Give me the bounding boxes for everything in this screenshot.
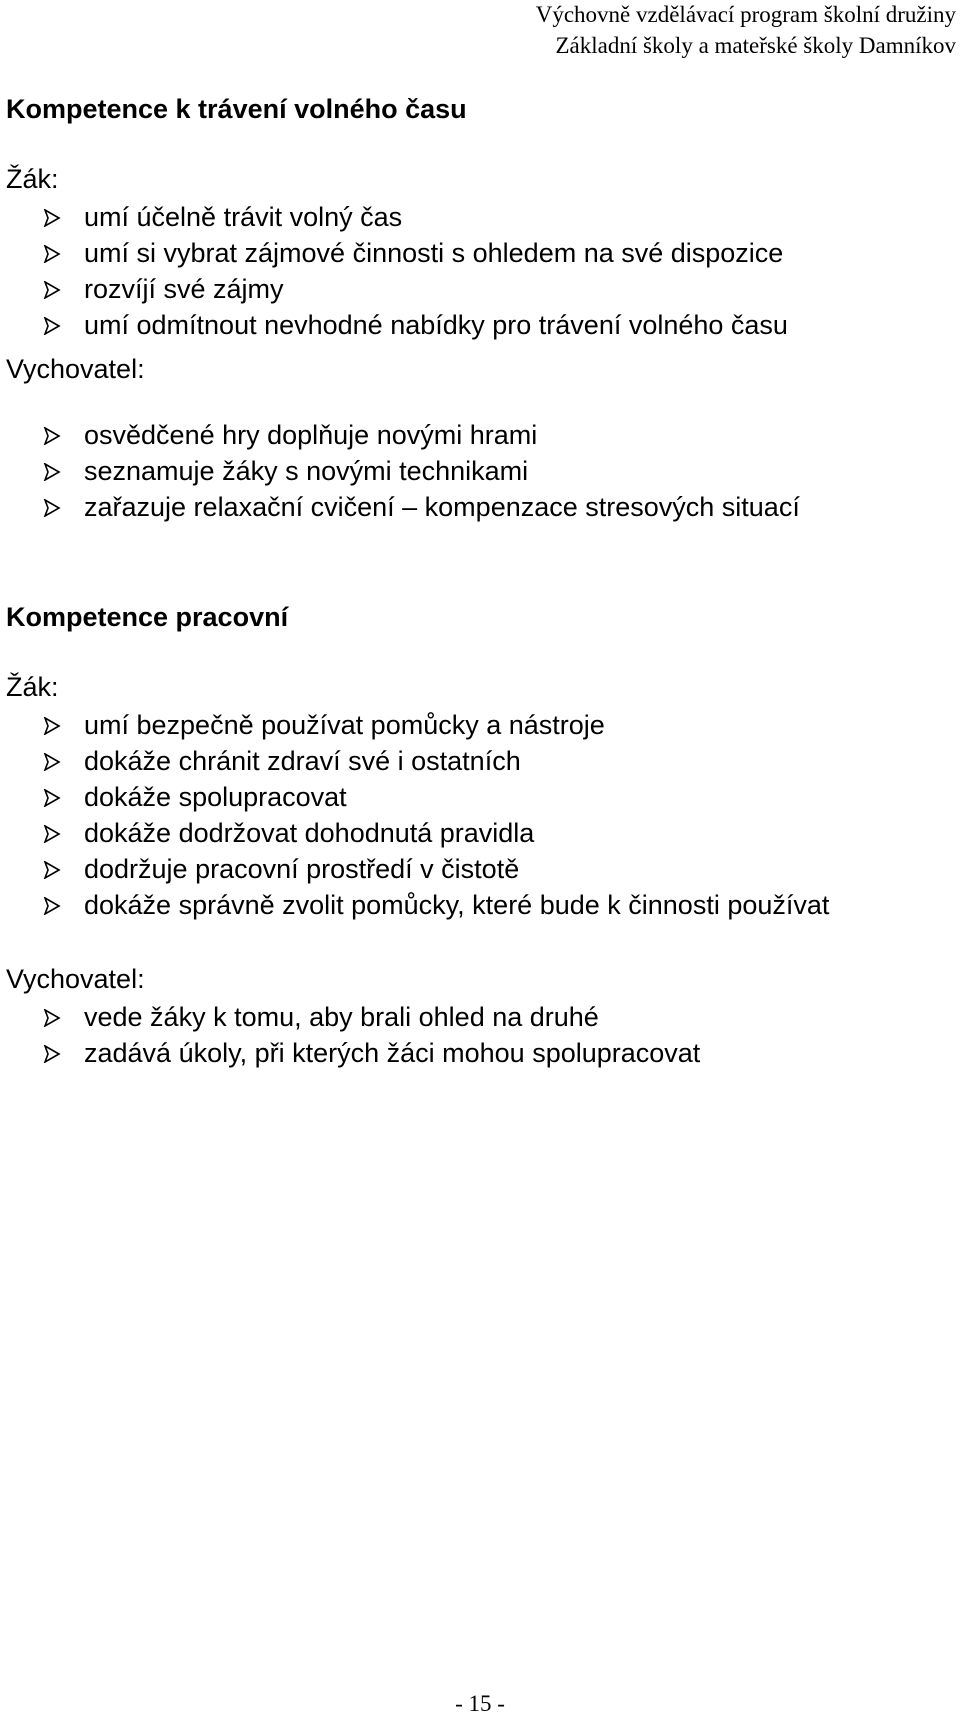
header-program-title: Výchovně vzdělávací program školní družiny	[535, 2, 956, 27]
arrowhead-bullet-icon	[43, 209, 61, 227]
section-heading-work: Kompetence pracovní	[6, 602, 289, 632]
arrowhead-bullet-icon	[43, 463, 61, 481]
bullet-text: umí bezpečně používat pomůcky a nástroje	[84, 710, 605, 740]
group-label-zak: Žák:	[6, 672, 59, 702]
group-label-zak: Žák:	[6, 164, 59, 194]
bullet-text: umí účelně trávit volný čas	[84, 202, 403, 232]
arrowhead-bullet-icon	[43, 825, 61, 843]
arrowhead-bullet-icon	[43, 427, 61, 445]
bullet-text: dokáže chránit zdraví své i ostatních	[84, 746, 521, 776]
bullet-text: zadává úkoly, při kterých žáci mohou spolupracovat	[84, 1038, 701, 1068]
arrowhead-bullet-icon	[43, 1045, 61, 1063]
arrowhead-bullet-icon	[43, 861, 61, 879]
bullet-text: umí odmítnout nevhodné nabídky pro trávení volného času	[84, 310, 788, 340]
page-header	[0, 0, 960, 62]
arrowhead-bullet-icon	[43, 317, 61, 335]
arrowhead-bullet-icon	[43, 897, 61, 915]
arrowhead-bullet-icon	[43, 1009, 61, 1027]
arrowhead-bullet-icon	[43, 499, 61, 517]
bullet-text: seznamuje žáky s novými technikami	[84, 456, 529, 486]
arrowhead-bullet-icon	[43, 717, 61, 735]
bullet-text: dodržuje pracovní prostředí v čistotě	[84, 854, 520, 884]
bullet-text: umí si vybrat zájmové činnosti s ohledem na své dispozice	[84, 238, 784, 268]
bullet-text: dokáže správně zvolit pomůcky, které bude k činnosti používat	[84, 890, 830, 920]
section-heading-free-time: Kompetence k trávení volného času	[6, 94, 467, 124]
arrowhead-bullet-icon	[43, 753, 61, 771]
group-label-vychovatel: Vychovatel:	[6, 964, 145, 994]
arrowhead-bullet-icon	[43, 789, 61, 807]
bullet-text: osvědčené hry doplňuje novými hrami	[84, 420, 538, 450]
page-number: - 15 -	[455, 1691, 505, 1716]
bullet-text: vede žáky k tomu, aby brali ohled na druhé	[84, 1002, 599, 1032]
bullet-text: dokáže dodržovat dohodnutá pravidla	[84, 818, 535, 848]
bullet-text: rozvíjí své zájmy	[84, 274, 284, 304]
arrowhead-bullet-icon	[43, 281, 61, 299]
bullet-text: dokáže spolupracovat	[84, 782, 347, 812]
group-label-vychovatel: Vychovatel:	[6, 354, 145, 384]
arrowhead-bullet-icon	[43, 245, 61, 263]
header-school-name: Základní školy a mateřské školy Damníkov	[555, 33, 956, 58]
bullet-text: zařazuje relaxační cvičení – kompenzace stresových situací	[84, 492, 800, 522]
